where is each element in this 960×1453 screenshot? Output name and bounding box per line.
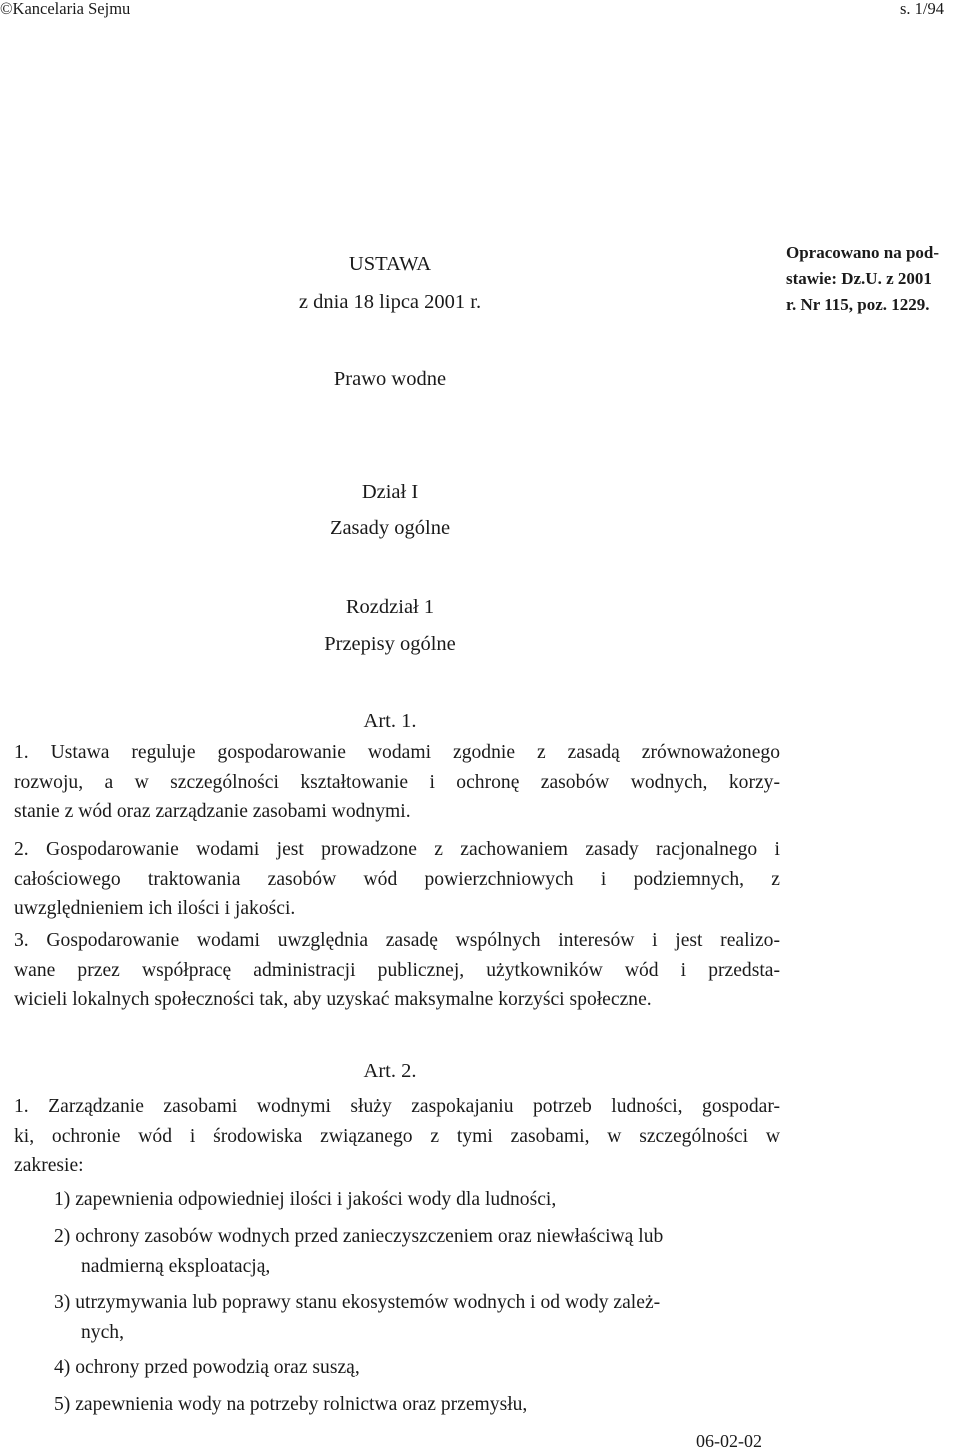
chapter-title: Przepisy ogólne (324, 633, 456, 655)
paragraph-line: uwzględnieniem ich ilości i jakości. (14, 898, 296, 919)
list-item (54, 1390, 780, 1420)
paragraph-line: wicieli lokalnych społeczności tak, aby uzyskać maksymalne korzyści społeczne. (14, 989, 652, 1010)
act-name: Prawo wodne (333, 368, 447, 390)
paragraph-line: rozwoju, a w szczególności kształtowanie i ochronę zasobów wodnych, korzy- (14, 771, 780, 793)
list-item-line: 4) ochrony przed powodzią oraz suszą, (54, 1357, 360, 1378)
list-item-line: nadmierną eksploatacją, (81, 1255, 271, 1277)
chapter-label: Rozdział 1 (345, 596, 435, 618)
article-heading: Art. 1. (363, 710, 417, 732)
article-heading: Art. 2. (363, 1060, 417, 1082)
list-item-line: 2) ochrony zasobów wodnych przed zanieczyszczeniem oraz niewłaściwą lub (54, 1226, 664, 1247)
list-item (54, 1288, 780, 1347)
paragraph-line: zakresie: (14, 1155, 84, 1176)
side-note-line: Opracowano na pod- (786, 243, 940, 262)
side-note-line: stawie: Dz.U. z 2001 (786, 269, 932, 288)
list-item-line: 1) zapewnienia odpowiedniej ilości i jakości wody dla ludności, (54, 1189, 557, 1210)
division-label: Dział I (361, 481, 419, 503)
article-paragraph (14, 738, 780, 827)
list-item-line: 3) utrzymywania lub poprawy stanu ekosystemów wodnych i od wody zależ- (54, 1292, 661, 1313)
paragraph-line: stanie z wód oraz zarządzanie zasobami wodnymi. (14, 801, 411, 822)
act-type: USTAWA (348, 253, 432, 275)
paragraph-line: całościowego traktowania zasobów wód powierzchniowych i podziemnych, z (14, 868, 780, 890)
paragraph-line: 1. Zarządzanie zasobami wodnymi służy zaspokajaniu potrzeb ludności, gospodar- (14, 1096, 780, 1117)
article-paragraph (14, 835, 780, 924)
article-paragraph (14, 926, 780, 1015)
list-item (54, 1185, 780, 1215)
act-date: z dnia 18 lipca 2001 r. (298, 291, 482, 313)
division-title: Zasady ogólne (329, 517, 451, 539)
header-source: ©Kancelaria Sejmu (0, 0, 131, 18)
side-note (786, 240, 956, 318)
paragraph-line: 1. Ustawa reguluje gospodarowanie wodami zgodnie z zasadą zrównoważonego (14, 742, 780, 763)
paragraph-line: ki, ochronie wód i środowiska związanego z tymi zasobami, w szczególności w (14, 1125, 780, 1147)
paragraph-line: wane przez współpracę administracji publicznej, użytkowników wód i przedsta- (14, 959, 780, 981)
list-item (54, 1222, 780, 1281)
list-item-line: nych, (81, 1321, 124, 1343)
list-item-line: 5) zapewnienia wody na potrzeby rolnictwa oraz przemysłu, (54, 1394, 528, 1415)
paragraph-line: 3. Gospodarowanie wodami uwzględnia zasadę wspólnych interesów i jest realizo- (14, 930, 780, 951)
paragraph-line: 2. Gospodarowanie wodami jest prowadzone z zachowaniem zasady racjonalnego i (14, 839, 780, 860)
list-item (54, 1353, 780, 1383)
side-note-line: r. Nr 115, poz. 1229. (786, 295, 930, 314)
page-number: s. 1/94 (900, 0, 945, 18)
article-paragraph (14, 1092, 780, 1181)
document-code: 06-02-02 (696, 1431, 762, 1451)
